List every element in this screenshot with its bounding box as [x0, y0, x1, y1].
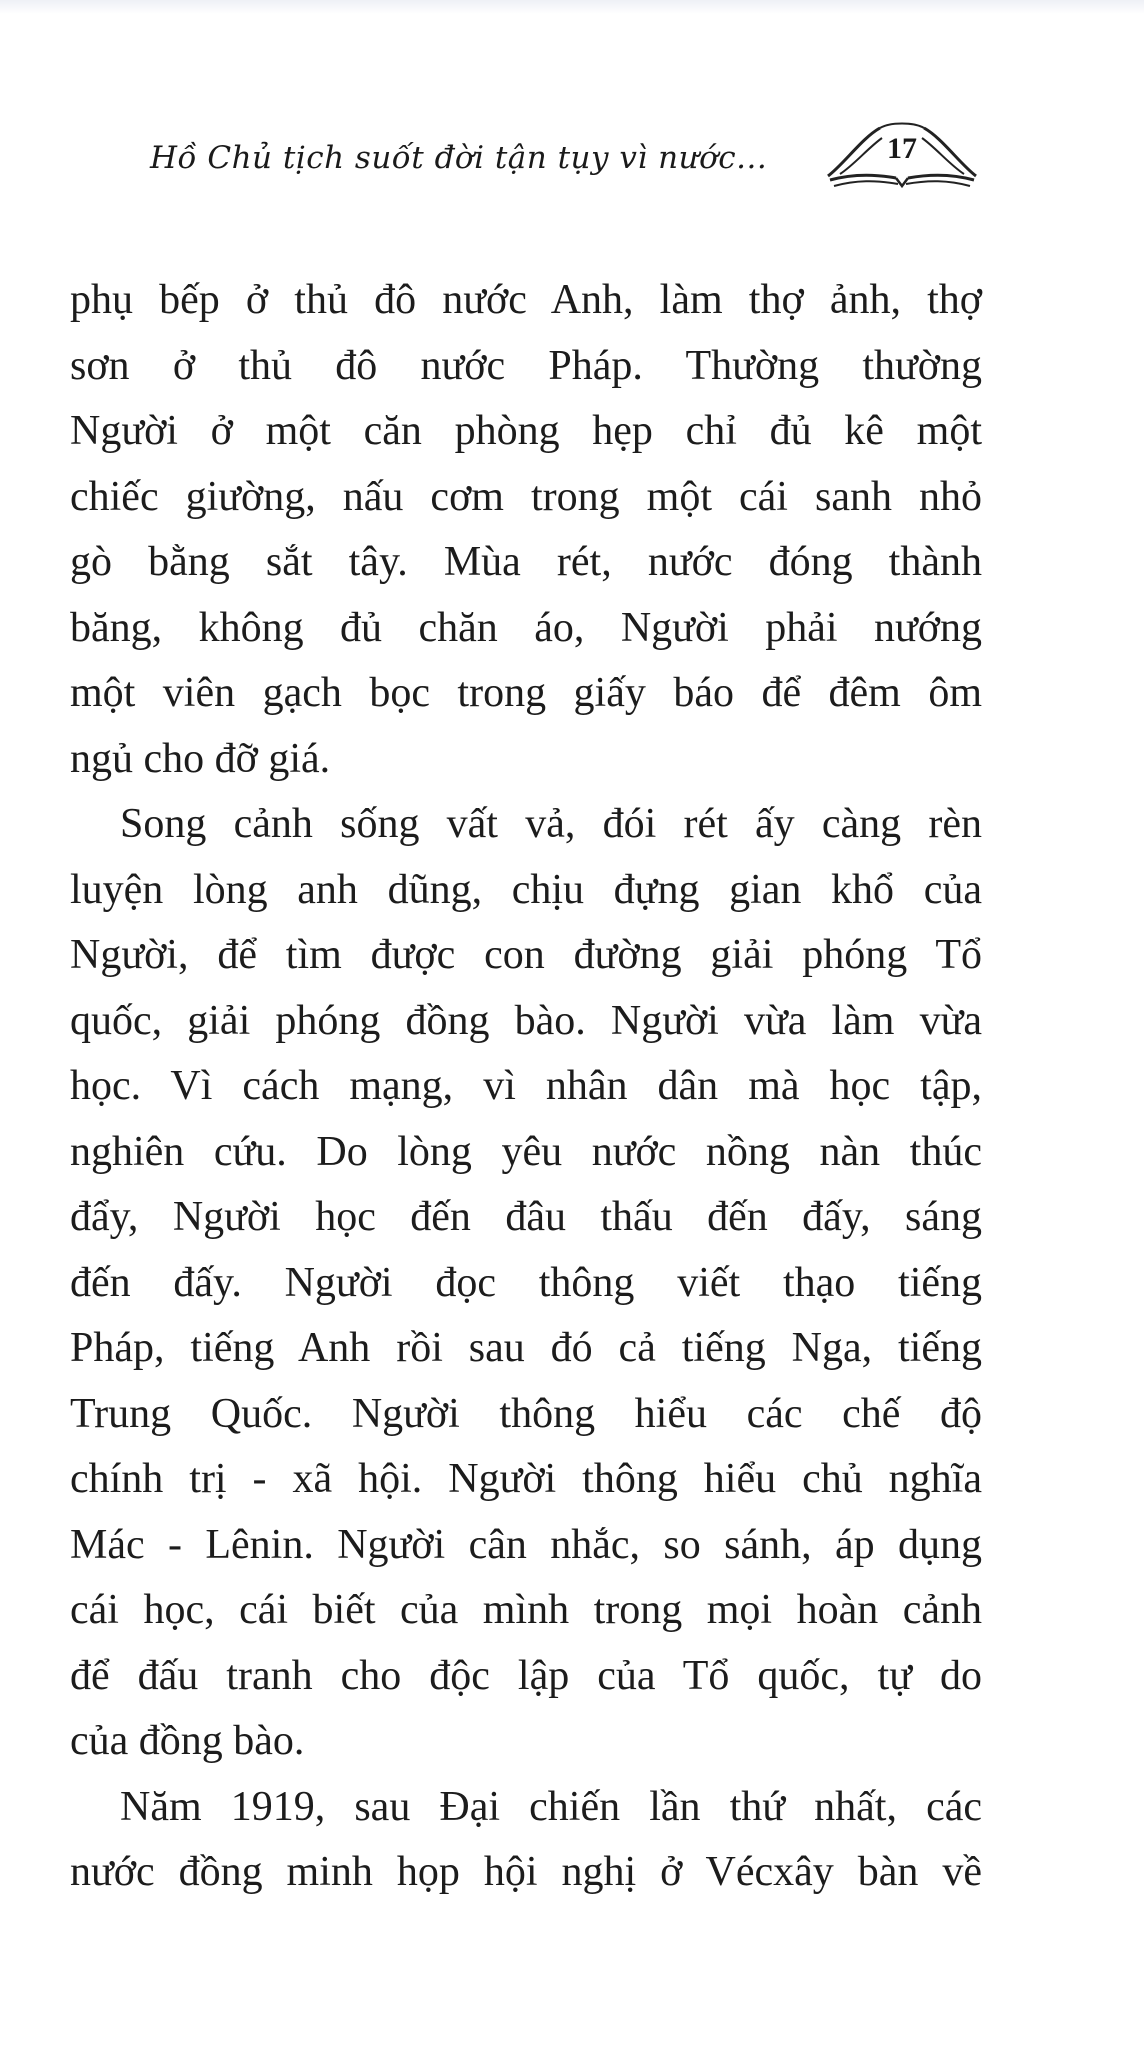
- text-line: để đấu tranh cho độc lập của Tổ quốc, tự do: [70, 1652, 982, 1699]
- text-line: sơn ở thủ đô nước Pháp. Thường thường: [70, 342, 982, 389]
- text-line: cái học, cái biết của mình trong mọi hoàn cảnh: [70, 1587, 982, 1633]
- text-line: Người, để tìm được con đường giải phóng Tổ: [70, 932, 982, 978]
- text-line: phụ bếp ở thủ đô nước Anh, làm thợ ảnh, thợ: [70, 277, 982, 323]
- text-line: Người ở một căn phòng hẹp chỉ đủ kê một: [70, 408, 982, 454]
- text-line: của đồng bào.: [70, 1718, 305, 1764]
- text-line: quốc, giải phóng đồng bào. Người vừa làm vừa: [70, 997, 982, 1044]
- text-line: học. Vì cách mạng, vì nhân dân mà học tập,: [70, 1063, 982, 1109]
- body-text: [70, 268, 982, 1906]
- text-line: nước đồng minh họp hội nghị ở Vécxây bàn về: [70, 1849, 982, 1895]
- text-line: chiếc giường, nấu cơm trong một cái sanh nhỏ: [70, 473, 982, 520]
- paragraph: [70, 268, 982, 792]
- text-line: chính trị - xã hội. Người thông hiểu chủ nghĩa: [70, 1456, 982, 1502]
- text-line: một viên gạch bọc trong giấy báo để đêm ôm: [70, 670, 982, 716]
- text-line: đến đấy. Người đọc thông viết thạo tiếng: [70, 1259, 982, 1306]
- text-line: nghiên cứu. Do lòng yêu nước nồng nàn thúc: [70, 1128, 982, 1175]
- text-line: Trung Quốc. Người thông hiểu các chế độ: [70, 1390, 982, 1437]
- text-line: Mác - Lênin. Người cân nhắc, so sánh, áp dụng: [70, 1521, 982, 1568]
- text-line: gò bằng sắt tây. Mùa rét, nước đóng thành: [70, 539, 982, 585]
- page-number-badge: [822, 118, 982, 198]
- text-line: Song cảnh sống vất vả, đói rét ấy càng rèn: [120, 801, 982, 847]
- text-line: băng, không đủ chăn áo, Người phải nướng: [70, 604, 982, 651]
- paragraph: [70, 792, 982, 1775]
- paragraph: [70, 1775, 982, 1906]
- text-line: luyện lòng anh dũng, chịu đựng gian khổ của: [70, 866, 982, 913]
- text-line: Pháp, tiếng Anh rồi sau đó cả tiếng Nga, tiếng: [70, 1325, 982, 1371]
- running-title: Hồ Chủ tịch suốt đời tận tụy vì nước...: [150, 140, 768, 176]
- page-number: 17: [887, 132, 917, 165]
- text-line: đẩy, Người học đến đâu thấu đến đấy, sáng: [70, 1194, 982, 1240]
- text-line: ngủ cho đỡ giá.: [70, 735, 331, 782]
- scan-edge-shade: [0, 0, 1144, 14]
- text-line: Năm 1919, sau Đại chiến lần thứ nhất, các: [120, 1783, 982, 1830]
